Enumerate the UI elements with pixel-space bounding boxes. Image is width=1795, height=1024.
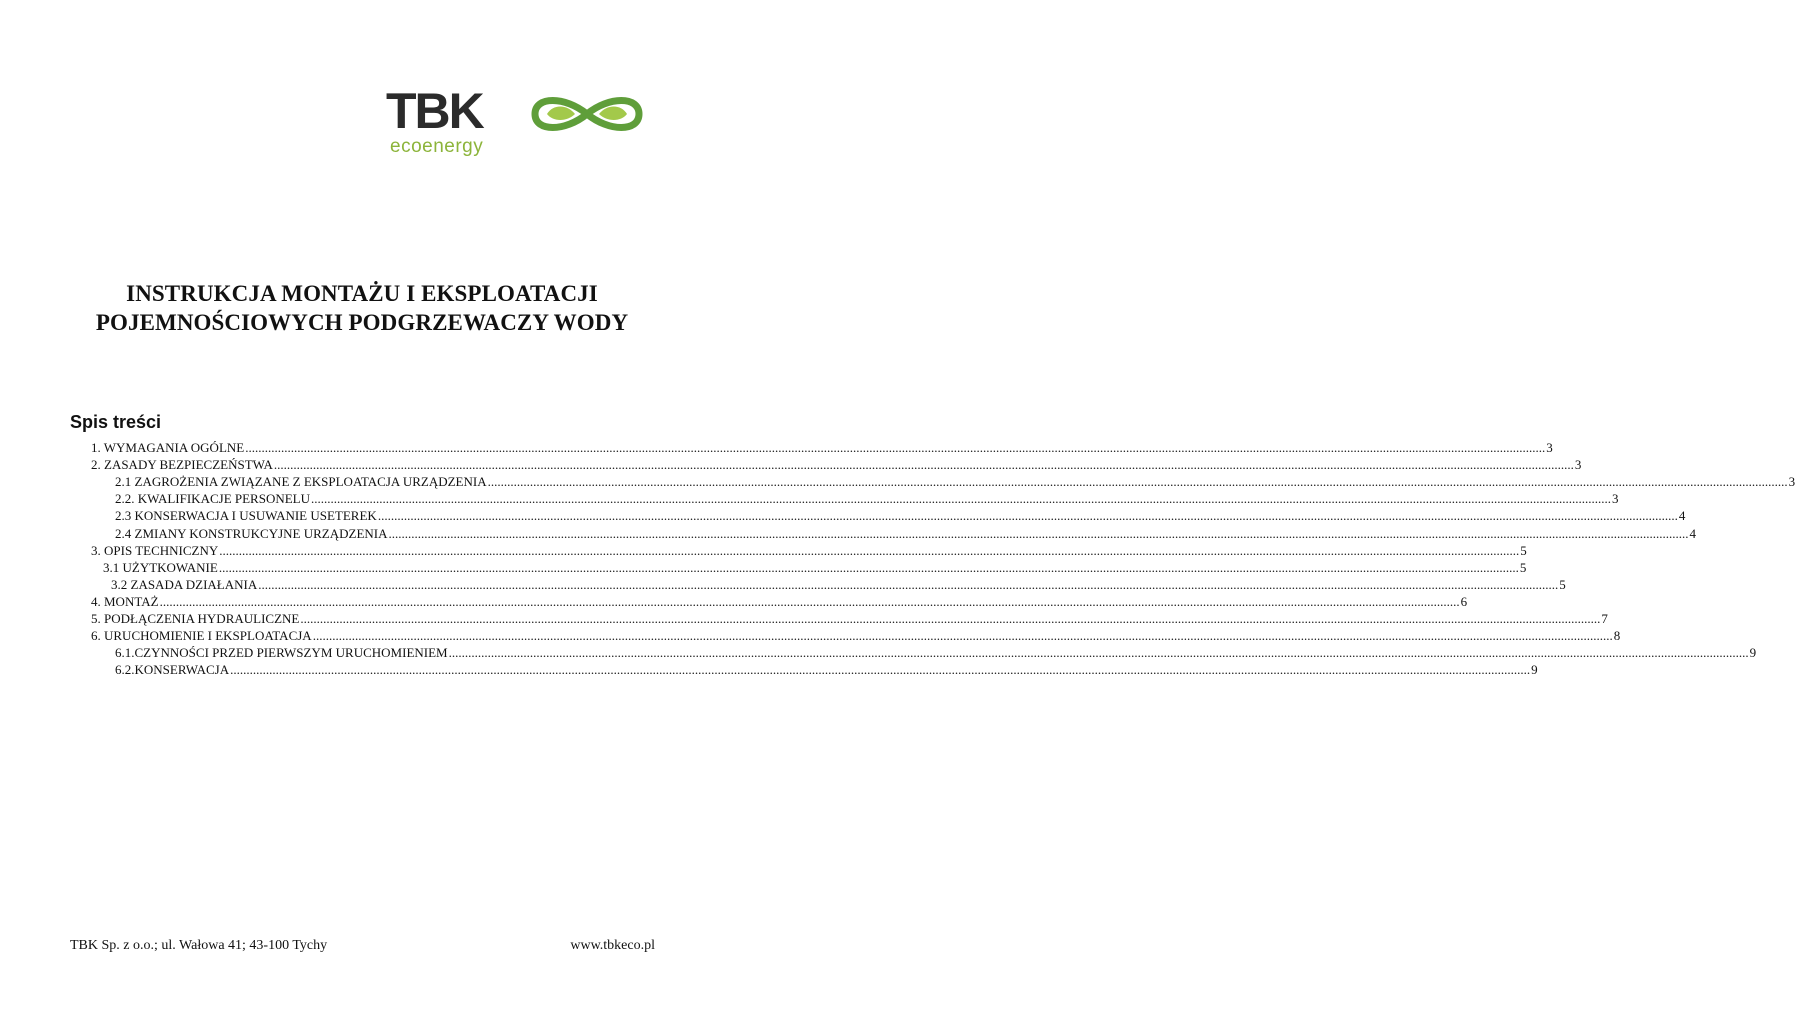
toc-entry-page: 9 (1531, 662, 1538, 678)
toc-dot-leader: ................................................................................................................................................................................................................................................................................................................................................................................................................ (448, 645, 1749, 661)
toc-entry[interactable] (103, 559, 1527, 576)
toc-heading: Spis treści (70, 412, 162, 432)
toc-entry-label: 5. PODŁĄCZENIA HYDRAULICZNE (91, 611, 300, 626)
toc-entry-label: 2.3 KONSERWACJA I USUWANIE USETEREK (115, 508, 377, 524)
toc-dot-leader: ................................................................................................................................................................................................................................................................................................................................................................................................................ (487, 474, 1788, 490)
toc-entry-page: 8 (1613, 628, 1621, 644)
logo-tagline-text: ecoenergy (390, 136, 484, 157)
toc-entry-page: 5 (1559, 576, 1566, 592)
toc-entry-page: 7 (1601, 611, 1608, 626)
toc-entry[interactable] (115, 490, 1619, 507)
infinity-leaf-icon (535, 101, 639, 128)
toc-entry[interactable] (115, 661, 1538, 678)
toc-dot-leader: ................................................................................................................................................................................................................................................................................................................................................................................................................ (219, 542, 1520, 558)
toc-entry[interactable] (91, 593, 1468, 610)
toc-entry-label: 3.2 ZASADA DZIAŁANIA (111, 576, 258, 592)
toc-entry-label: 3.1 UŻYTKOWANIE (103, 559, 218, 575)
toc-entry-page: 4 (1678, 508, 1686, 524)
toc-entry[interactable] (111, 576, 1566, 593)
toc-entry[interactable] (91, 627, 1621, 644)
title-line-2: POJEMNOŚCIOWYCH PODGRZEWACZY WODY (95, 310, 629, 335)
toc-entry-label: 2.4 ZMIANY KONSTRUKCYJNE URZĄDZENIA (115, 525, 388, 541)
toc-entry-label: 1. WYMAGANIA OGÓLNE (91, 440, 245, 455)
toc-entry-label: 2.1 ZAGROŻENIA ZWIĄZANE Z EKSPLOATACJA URZĄDZENIA (115, 474, 487, 490)
toc-entry-page: 6 (1460, 593, 1468, 609)
toc-entry-label: 6.1.CZYNNOŚCI PRZED PIERWSZYM URUCHOMIENIEM (115, 645, 448, 661)
toc-entry[interactable] (115, 473, 1795, 490)
toc-entry-page: 5 (1520, 542, 1527, 558)
company-logo (386, 83, 646, 158)
toc-entry-label: 6. URUCHOMIENIE I EKSPLOATACJA (91, 628, 312, 644)
toc-entry-label: 2.2. KWALIFIKACJE PERSONELU (115, 491, 310, 507)
toc-dot-leader: ................................................................................................................................................................................................................................................................................................................................................................................................................ (312, 628, 1613, 644)
toc-dot-leader: ................................................................................................................................................................................................................................................................................................................................................................................................................ (159, 593, 1460, 609)
toc-entry[interactable] (115, 507, 1686, 524)
toc-dot-leader: ................................................................................................................................................................................................................................................................................................................................................................................................................ (377, 508, 1678, 524)
toc-entry[interactable] (115, 644, 1757, 661)
footer-address: TBK Sp. z o.o.; ul. Wałowa 41; 43-100 Tychy (70, 938, 328, 953)
toc-dot-leader: ................................................................................................................................................................................................................................................................................................................................................................................................................ (258, 576, 1559, 592)
toc-entry-page: 3 (1574, 457, 1582, 473)
toc-entry-label: 6.2.KONSERWACJA (115, 662, 230, 678)
toc-dot-leader: ................................................................................................................................................................................................................................................................................................................................................................................................................ (230, 662, 1531, 678)
toc-dot-leader: ................................................................................................................................................................................................................................................................................................................................................................................................................ (273, 457, 1574, 473)
toc-entry-page: 5 (1519, 559, 1527, 575)
toc-dot-leader: ................................................................................................................................................................................................................................................................................................................................................................................................................ (388, 525, 1689, 541)
toc-entry-label: 3. OPIS TECHNICZNY (91, 542, 219, 558)
toc-entry[interactable] (91, 542, 1527, 559)
toc-entry[interactable] (115, 525, 1697, 542)
toc-entry-page: 4 (1689, 525, 1697, 541)
toc-entry-page: 3 (1612, 491, 1619, 507)
toc-dot-leader: ................................................................................................................................................................................................................................................................................................................................................................................................................ (218, 559, 1519, 575)
toc-entry-page: 3 (1546, 440, 1553, 455)
toc-entry[interactable] (91, 610, 1608, 627)
logo-brand-text: TBK (386, 83, 483, 139)
toc-entry-page: 9 (1749, 645, 1757, 661)
toc-dot-leader: ................................................................................................................................................................................................................................................................................................................................................................................................................ (245, 440, 1546, 455)
toc-entry-label: 2. ZASADY BEZPIECZEŃSTWA (91, 457, 273, 473)
toc-entry-page: 3 (1788, 474, 1795, 490)
toc-dot-leader: ................................................................................................................................................................................................................................................................................................................................................................................................................ (300, 611, 1601, 626)
toc-dot-leader: ................................................................................................................................................................................................................................................................................................................................................................................................................ (311, 491, 1611, 507)
title-line-1: INSTRUKCJA MONTAŻU I EKSPLOATACJI (126, 281, 598, 306)
tbk-ecoenergy-logo-graphic (386, 83, 646, 158)
footer-website: www.tbkeco.pl (570, 938, 655, 953)
toc-entry[interactable] (91, 439, 1553, 456)
document-title (0, 279, 724, 337)
toc-entry-label: 4. MONTAŻ (91, 593, 159, 609)
toc-entry[interactable] (91, 456, 1582, 473)
